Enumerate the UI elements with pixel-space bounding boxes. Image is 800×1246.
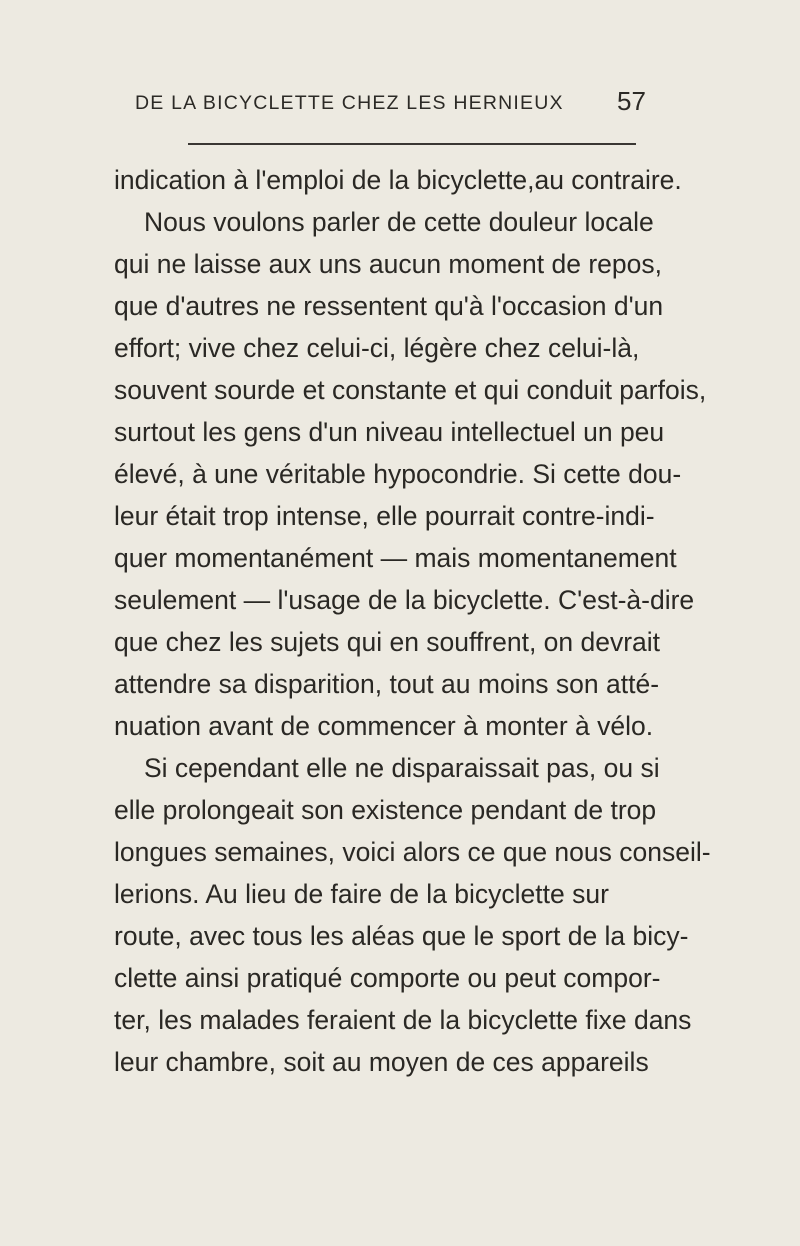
text-line: nuation avant de commencer à monter à vélo. [114,711,654,741]
running-title: DE LA BICYCLETTE CHEZ LES HERNIEUX [135,92,564,114]
text-line: longues semaines, voici alors ce que nous conseil- [114,837,711,867]
text-line: attendre sa disparition, tout au moins son atté- [114,669,660,699]
page-number: 57 [617,86,646,116]
text-line: élevé, à une véritable hypocondrie. Si cette dou- [114,459,682,489]
running-head [0,86,800,122]
text-line: Nous voulons parler de cette douleur locale [144,207,654,237]
header-rule [188,143,636,145]
text-line: qui ne laisse aux uns aucun moment de repos, [114,249,662,279]
text-line: elle prolongeait son existence pendant de trop [114,795,657,825]
text-line: ter, les malades feraient de la bicyclette fixe dans [114,1005,692,1035]
text-line: quer momentanément — mais momentanement [114,543,677,573]
text-line: indication à l'emploi de la bicyclette,au contraire. [114,165,682,195]
text-line: leur chambre, soit au moyen de ces appareils [114,1047,649,1077]
text-line: clette ainsi pratiqué comporte ou peut compor- [114,963,661,993]
text-line: surtout les gens d'un niveau intellectuel un peu [114,417,665,447]
text-line: lerions. Au lieu de faire de la bicyclette sur [114,879,609,909]
text-line: route, avec tous les aléas que le sport de la bicy- [114,921,689,951]
text-line: souvent sourde et constante et qui conduit parfois, [114,375,707,405]
text-line: Si cependant elle ne disparaissait pas, ou si [144,753,660,783]
text-line: que chez les sujets qui en souffrent, on devrait [114,627,661,657]
text-line: effort; vive chez celui-ci, légère chez celui-là, [114,333,640,363]
text-line: leur était trop intense, elle pourrait contre-indi- [114,501,655,531]
text-line: seulement — l'usage de la bicyclette. C'est-à-dire [114,585,695,615]
text-line: que d'autres ne ressentent qu'à l'occasion d'un [114,291,664,321]
